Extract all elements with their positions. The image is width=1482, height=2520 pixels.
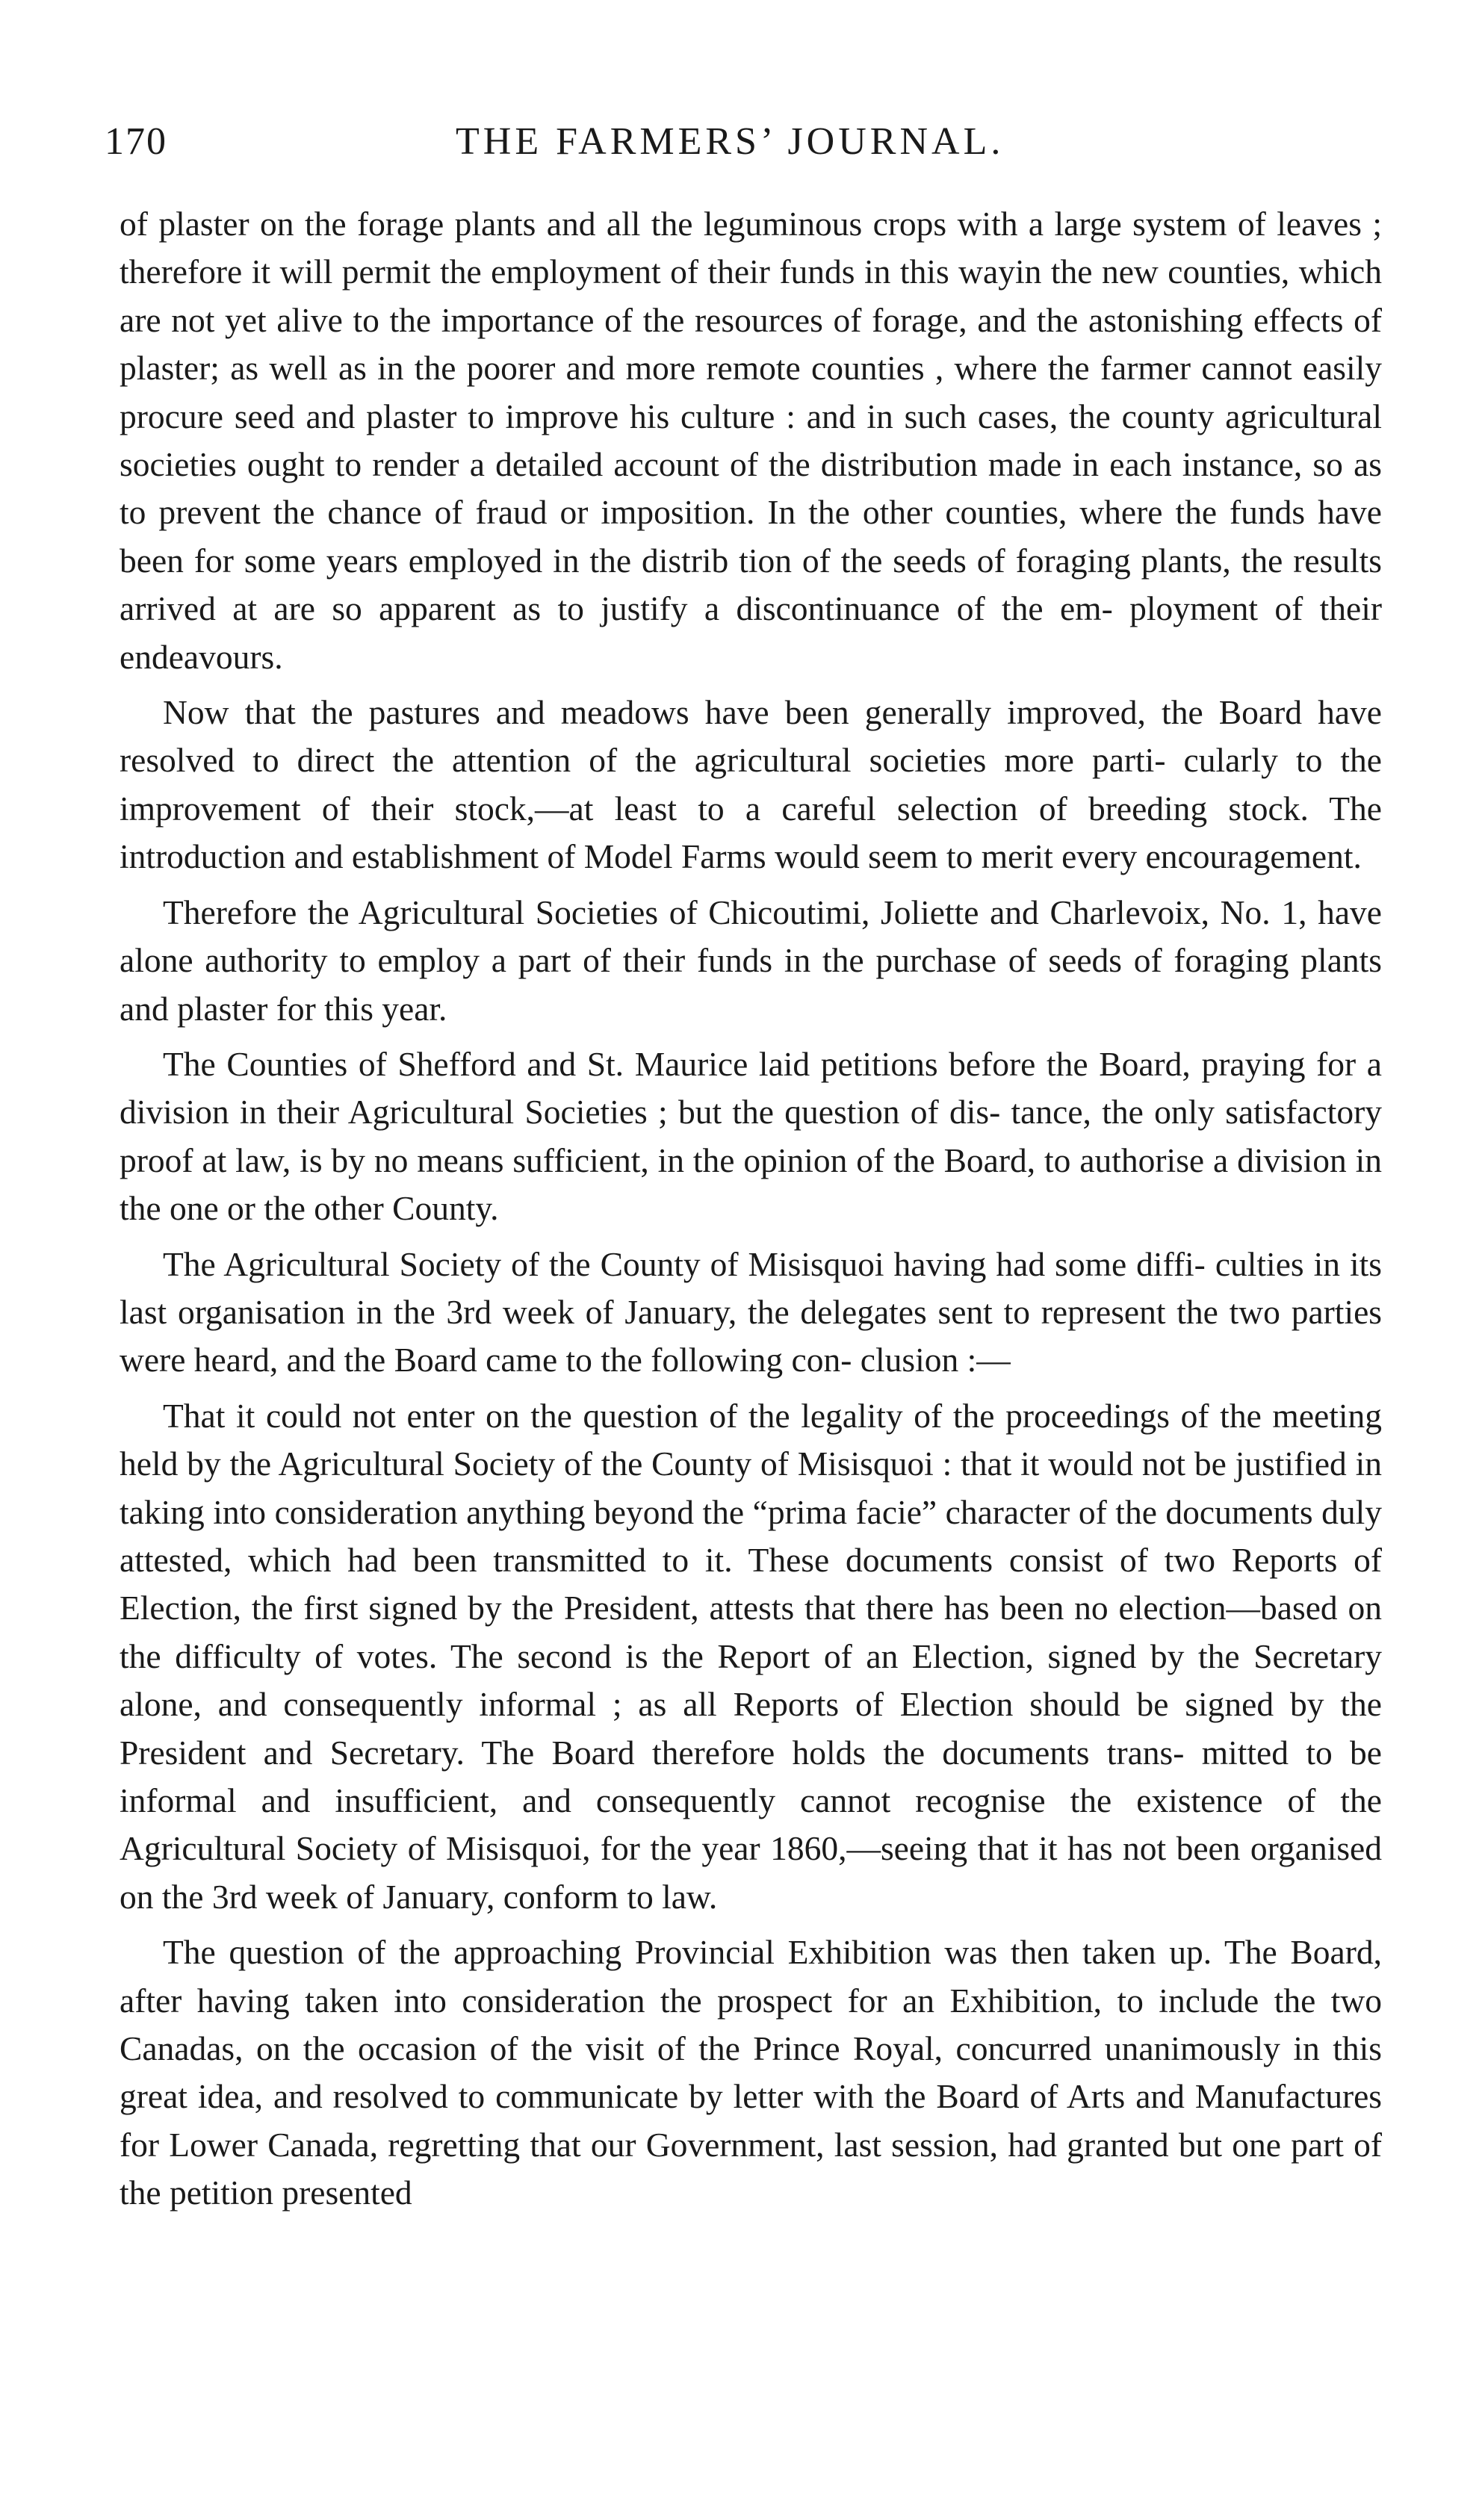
paragraph-5: The Agricultural Society of the County of Misisquoi having had some diffi- culties in its last organisation in the 3rd week of January, the delegates sent to represent the two parties were heard, and the Board came to the following con- clusion :— bbox=[120, 1244, 1382, 1380]
running-head: THE FARMERS’ JOURNAL. bbox=[456, 120, 1005, 163]
paragraph-2: Now that the pastures and meadows have been generally improved, the Board have resolved to direct the attention of the agricultural societies more parti- cularly to the improvement of their stock,—at least to a careful selection of breeding stock. The introduction and establishment of Model Farms would seem to merit every encouragement. bbox=[120, 693, 1382, 876]
paragraph-4: The Counties of Shefford and St. Maurice laid petitions before the Board, praying for a division in their Agricultural Societies ; but the question of dis- tance, the only satisfactory proof at law, is by no means sufficient, in the opinion of the Board, to authorise a division in the one or the other County. bbox=[120, 1044, 1382, 1228]
page-header bbox=[105, 120, 1374, 179]
paragraph-6: That it could not enter on the question of the legality of the proceedings of the meeting held by the Agricultural Society of the County of Misisquoi : that it would not be justified in taking into consideration anything beyond the “prima facie” character of the documents duly attested, which had been transmitted to it. These documents consist of two Reports of Election, the first signed by the President, attests that there has been no election—based on the difficulty of votes. The second is the Report of an Election, signed by the Secretary alone, and consequently informal ; as all Reports of Election should be signed by the President and Secretary. The Board therefore holds the documents trans- mitted to be informal and insufficient, and consequently cannot recognise the existence of the Agricultural Society of Misisquoi, for the year 1860,—seeing that it has not been organised on the 3rd week of January, conform to law. bbox=[120, 1396, 1382, 1916]
body-text bbox=[120, 200, 1382, 2218]
paragraph-7: The question of the approaching Provincial Exhibition was then taken up. The Board, after having taken into consideration the prospect for an Exhibition, to include the two Canadas, on the occasion of the visit of the Prince Royal, concurred unanimously in this great idea, and resolved to communicate by letter with the Board of Arts and Manufactures for Lower Canada, regretting that our Government, last session, had granted but one part of the petition presented bbox=[120, 1933, 1382, 2212]
paragraph-3: Therefore the Agricultural Societies of Chicoutimi, Joliette and Charlevoix, No. 1, have alone authority to employ a part of their funds in the purchase of seeds of foraging plants and plaster for this year. bbox=[120, 893, 1382, 1028]
page-number: 170 bbox=[105, 120, 167, 163]
paragraph-1: of plaster on the forage plants and all the leguminous crops with a large system of leaves ; therefore it will permit the employment of their funds in this wayin the new counties, which are not yet alive to the importance of the resources of forage, and the astonishing effects of plaster; as well as in the poorer and more remote counties , where the farmer cannot easily procure seed and plaster to improve his culture : and in such cases, the county agricultural societies ought to render a detailed account of the distribution made in each instance, so as to prevent the chance of fraud or imposition. In the other counties, where the funds have been for some years employed in the distrib tion of the seeds of foraging plants, the results arrived at are so apparent as to justify a discontinuance of the em- ployment of their endeavours. bbox=[120, 205, 1382, 676]
